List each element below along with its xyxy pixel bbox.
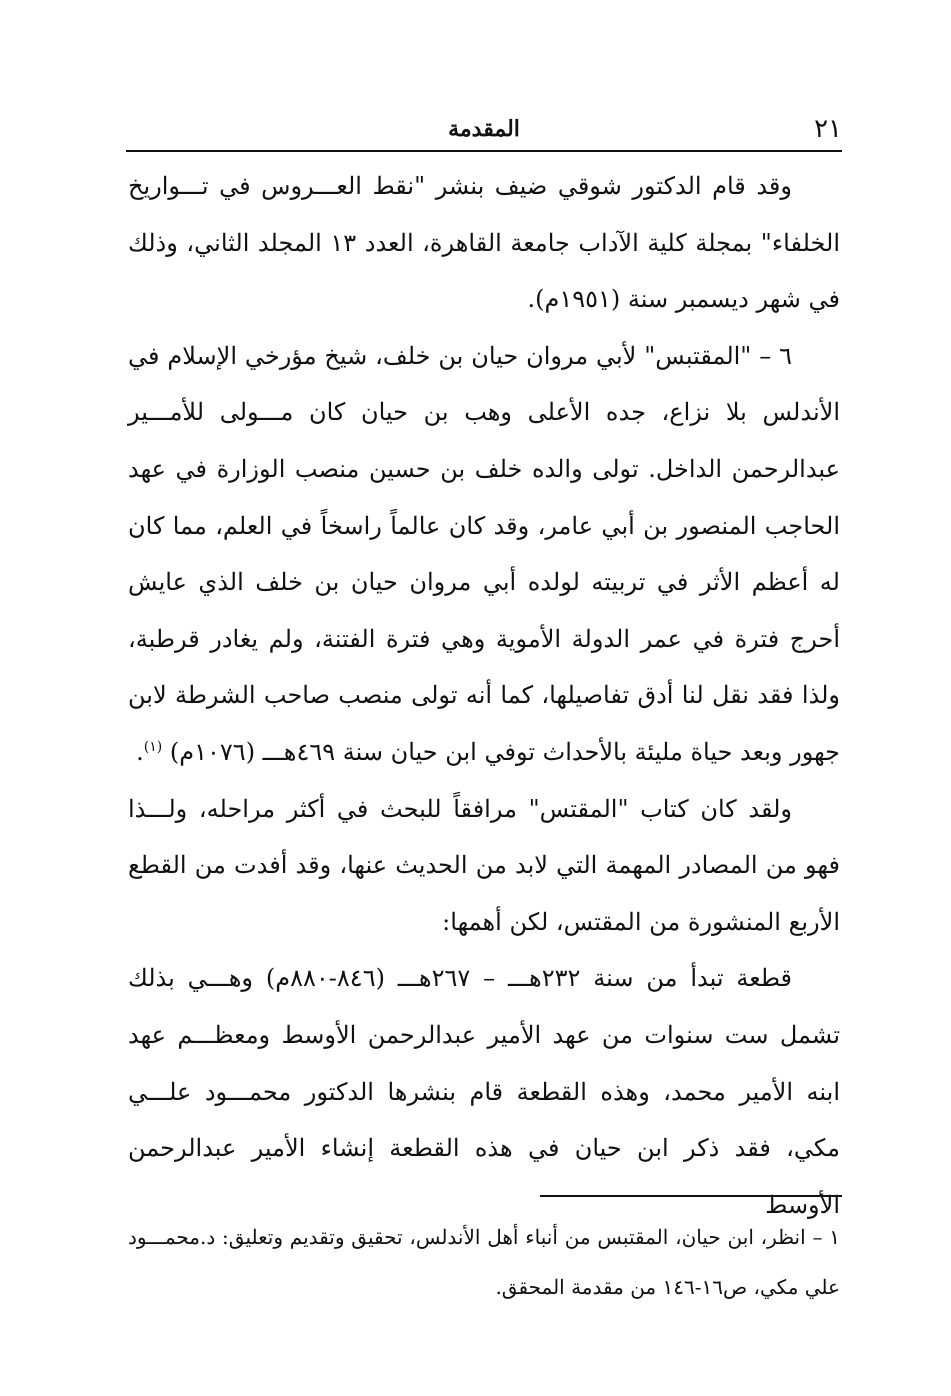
paragraph-1: وقد قام الدكتور شوقي ضيف بنشر "نقط العـــروس في تـــواريخ الخلفاء" بمجلة كلية الآداب جامعة القاهرة، العدد ١٣ المجلد الثاني، وذلك في شهر ديسمبر سنة (١٩٥١م). — [128, 172, 841, 314]
paragraph-4: قطعة تبدأ من سنة ٢٣٢هـــ – ٢٦٧هـــ (٨٤٦-٨٨٠م) وهـــي بذلك تشمل ست سنوات من عهد الأمير عبدالرحمن الأوسط ومعظـــم عهد ابنه الأمير محمد، وهذه القطعة قام بنشرها الدكتور محمـــود علـــي مكي، فقد ذكر ابن حيان في هذه القطعة إنشاء الأمير عبدالرحمن الأوسط — [128, 964, 840, 1219]
paragraph-2-end: . — [136, 737, 144, 766]
footnotes — [128, 1212, 840, 1312]
footnote-1: ١ – انظر، ابن حيان، المقتبس من أنباء أهل الأندلس، تحقيق وتقديم وتعليق: د.محمـــود علي مكي، ص١٦-١٤٦ من مقدمة المحقق. — [128, 1225, 841, 1299]
running-title: المقدمة — [448, 116, 520, 142]
body-text — [128, 158, 840, 1233]
page-number: ٢١ — [814, 114, 842, 144]
paragraph-2-text: ٦ – "المقتبس" لأبي مروان حيان بن خلف، شيخ مؤرخي الإسلام في الأندلس بلا نزاع، جده الأعلى وهب بن حيان كان مـــولى للأمـــير عبدالرحمن الداخل. تولى والده خلف بن حسين منصب الوزارة في عهد الحاجب المنصور بن أبي عامر، وقد كان عالماً راسخاً في العلم، مما كان له أعظم الأثر في تربيته لولده أبي مروان حيان بن خلف الذي عايش أحرج فترة في عمر الدولة الأموية وهي فترة الفتنة، ولم يغادر قرطبة، ولذا فقد نقل لنا أدق تفاصيلها، كما أنه تولى منصب صاحب الشرطة لابن جهور وبعد حياة مليئة بالأحداث توفي ابن حيان سنة ٤٦٩هـــ (١٠٧٦م) — [128, 341, 840, 766]
paragraph-3: ولقد كان كتاب "المقتس" مرافقاً للبحث في أكثر مراحله، ولـــذا فهو من المصادر المهمة التي لابد من الحديث عنها، وقد أفدت من القطع الأربع المنشورة من المقتس، لكن أهمها: — [128, 794, 840, 936]
page-header — [126, 108, 842, 150]
footnote-reference: (١) — [143, 738, 163, 755]
paragraph-2 — [128, 328, 840, 781]
footnote-separator — [540, 1195, 842, 1197]
header-rule — [126, 150, 842, 152]
